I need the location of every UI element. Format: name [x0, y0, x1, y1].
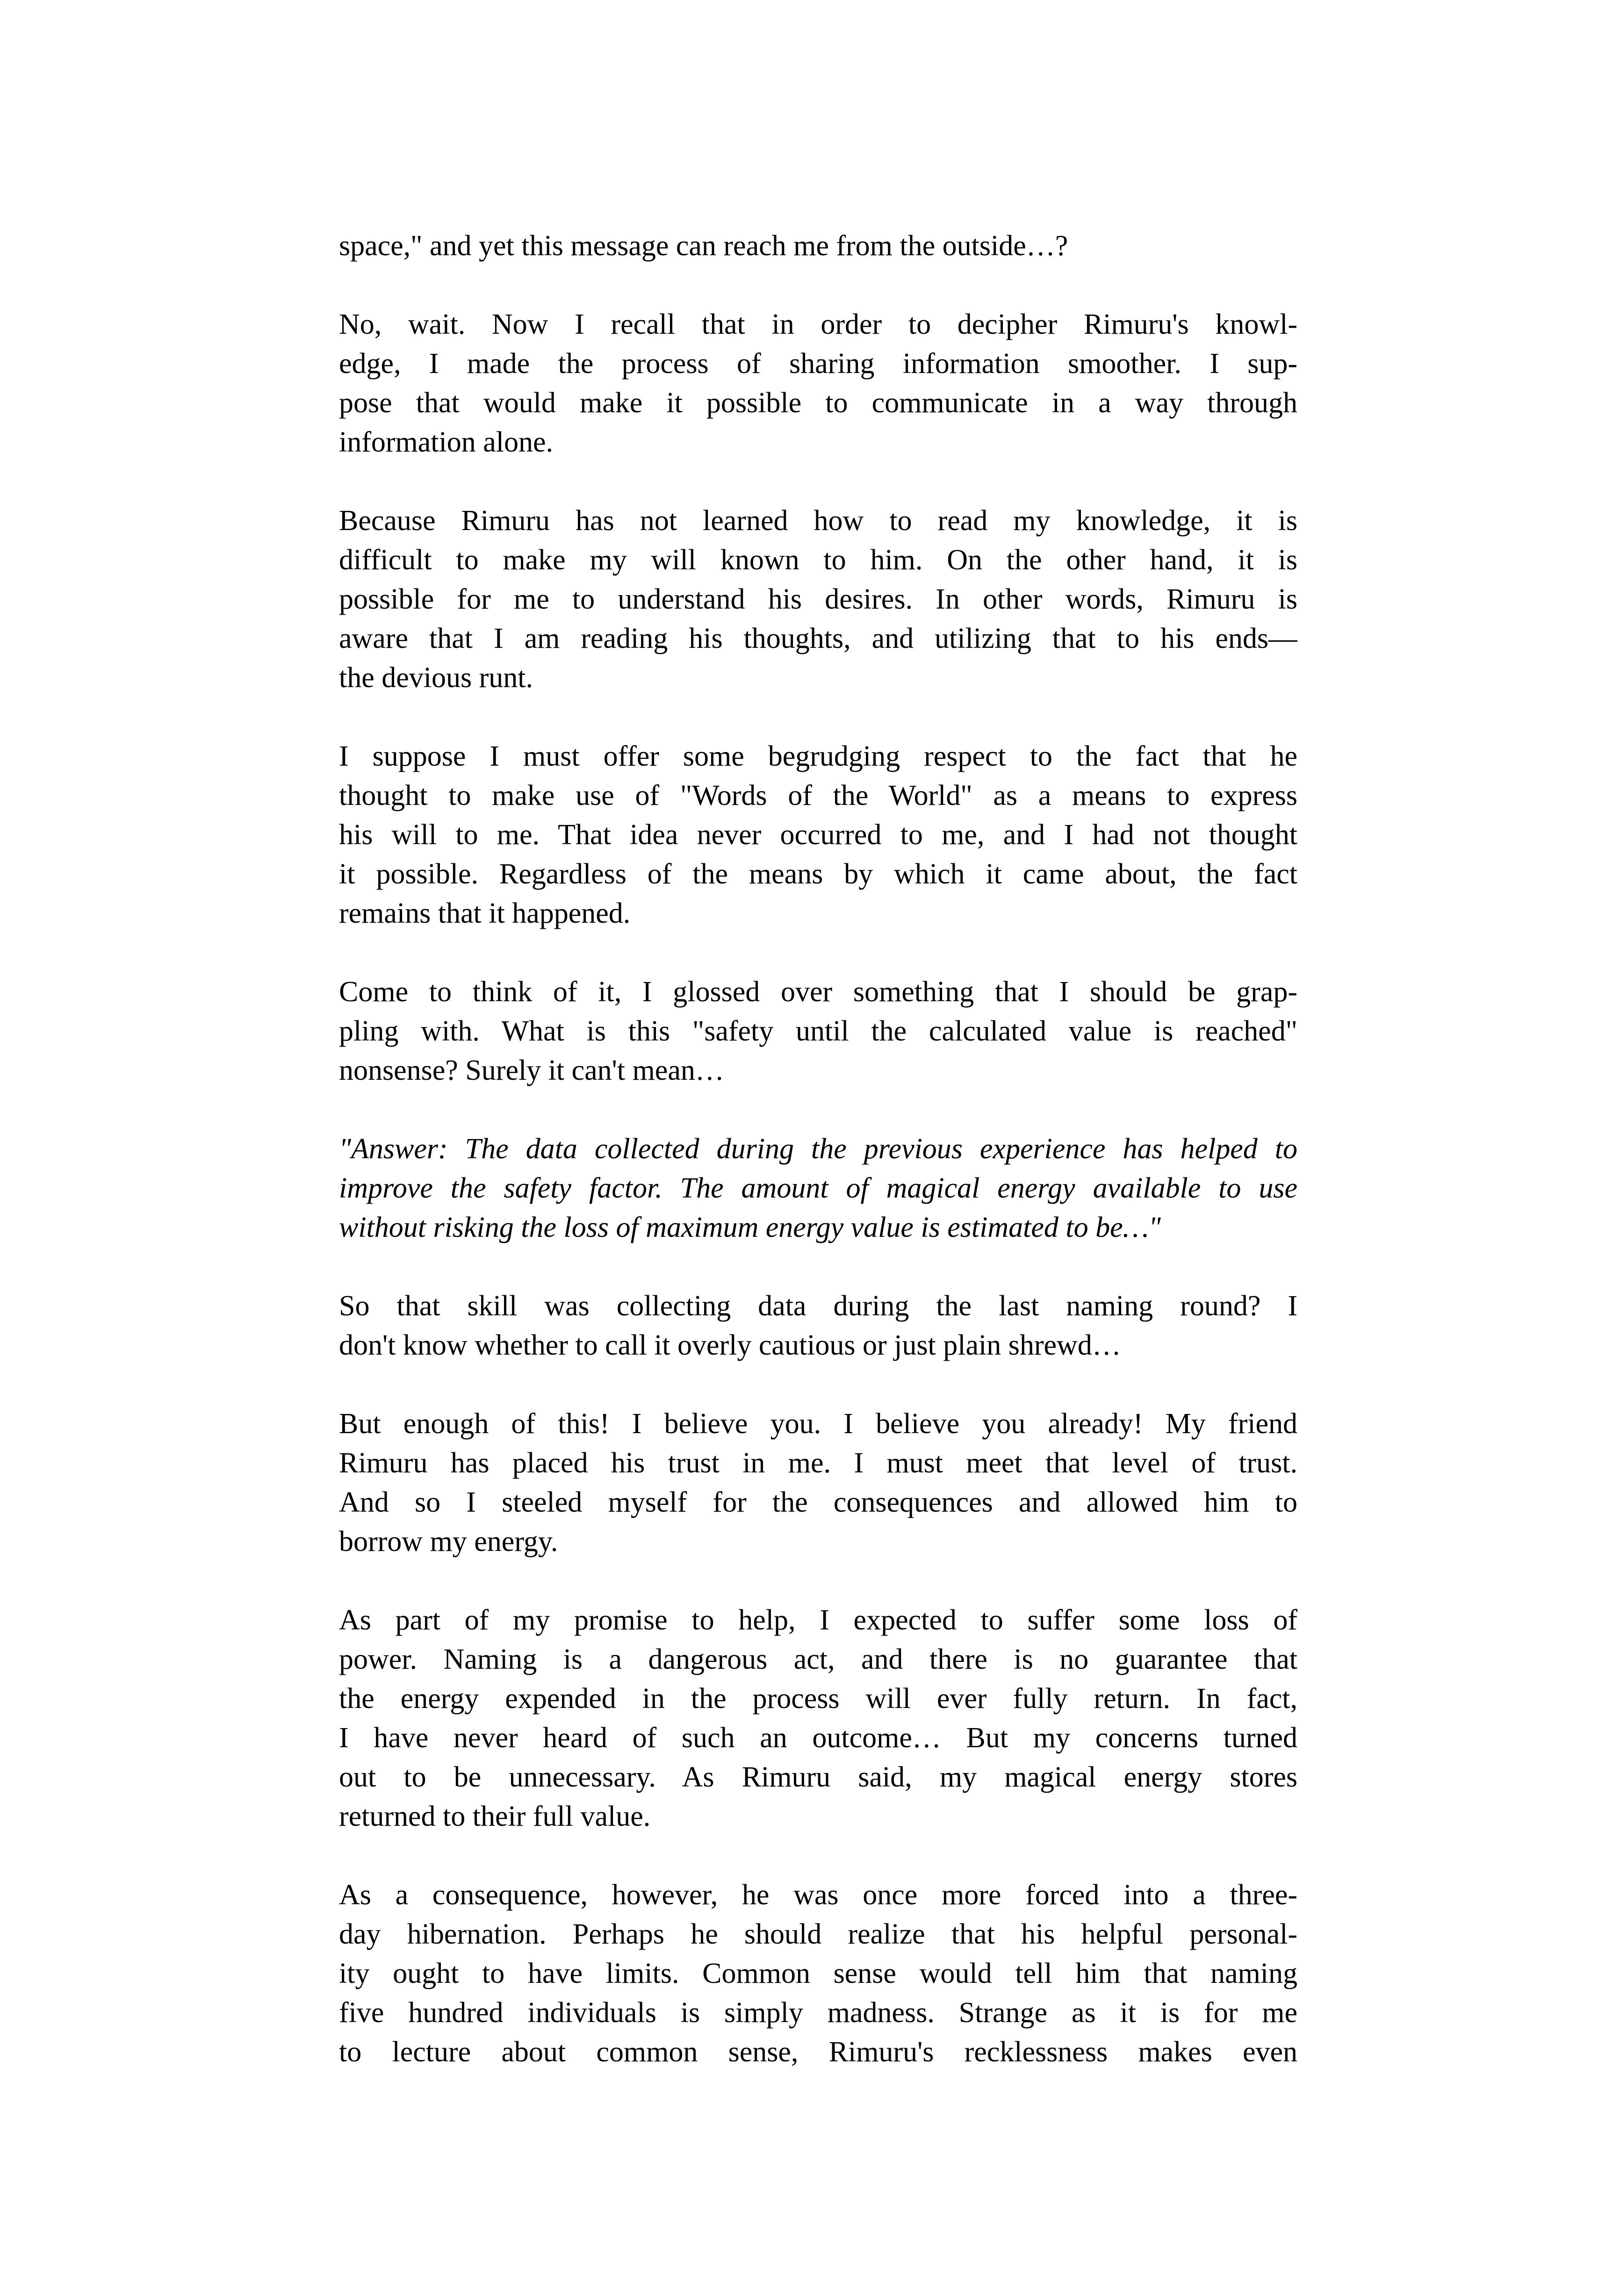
text-line: borrow my energy. [339, 1526, 558, 1557]
text-line: returned to their full value. [339, 1801, 651, 1832]
paragraph [339, 305, 1297, 462]
text-line: I suppose I must offer some begrudging respect to the fact that he [339, 740, 1297, 772]
text-line: possible for me to understand his desires. In other words, Rimuru is [339, 583, 1297, 615]
text-line: thought to make use of "Words of the World" as a means to express [339, 780, 1297, 811]
text-line: aware that I am reading his thoughts, and utilizing that to his ends— [339, 623, 1297, 654]
paragraph [339, 737, 1297, 933]
text-line: Come to think of it, I glossed over something that I should be grap- [339, 976, 1297, 1008]
text-line: pling with. What is this "safety until the calculated value is reached" [339, 1015, 1297, 1047]
text-line: the devious runt. [339, 662, 533, 694]
paragraph [339, 972, 1297, 1090]
text-column [339, 226, 1297, 2111]
text-line: As a consequence, however, he was once more forced into a three- [339, 1879, 1297, 1911]
paragraph [339, 1600, 1297, 1836]
text-line: But enough of this! I believe you. I believe you already! My friend [339, 1408, 1297, 1440]
paragraph-quote [339, 1129, 1297, 1247]
text-line: his will to me. That idea never occurred to me, and I had not thought [339, 819, 1297, 851]
text-line: information alone. [339, 426, 553, 458]
text-line: "Answer: The data collected during the previous experience has helped to [339, 1133, 1297, 1165]
text-line: pose that would make it possible to communicate in a way through [339, 387, 1297, 419]
text-line: remains that it happened. [339, 897, 631, 929]
text-line: improve the safety factor. The amount of magical energy available to use [339, 1172, 1297, 1204]
text-line: So that skill was collecting data during the last naming round? I [339, 1290, 1297, 1322]
text-line: don't know whether to call it overly cautious or just plain shrewd… [339, 1329, 1121, 1361]
paragraph [339, 1286, 1297, 1365]
text-line: space," and yet this message can reach me from the outside…? [339, 230, 1068, 262]
text-line: the energy expended in the process will ever fully return. In fact, [339, 1683, 1297, 1715]
text-line: without risking the loss of maximum energy value is estimated to be…" [339, 1212, 1161, 1243]
text-line: No, wait. Now I recall that in order to decipher Rimuru's knowl- [339, 309, 1297, 340]
paragraph [339, 226, 1297, 265]
paragraph [339, 1875, 1297, 2072]
text-line: out to be unnecessary. As Rimuru said, my magical energy stores [339, 1761, 1297, 1793]
text-line: it possible. Regardless of the means by which it came about, the fact [339, 858, 1297, 890]
text-line: Rimuru has placed his trust in me. I must meet that level of trust. [339, 1447, 1297, 1479]
text-line: to lecture about common sense, Rimuru's recklessness makes even [339, 2036, 1297, 2068]
text-line: nonsense? Surely it can't mean… [339, 1055, 724, 1086]
text-line: power. Naming is a dangerous act, and there is no guarantee that [339, 1643, 1297, 1675]
text-line: I have never heard of such an outcome… But my concerns turned [339, 1722, 1297, 1754]
text-line: ity ought to have limits. Common sense would tell him that naming [339, 1958, 1297, 1989]
text-line: As part of my promise to help, I expected to suffer some loss of [339, 1604, 1297, 1636]
paragraph [339, 1404, 1297, 1561]
text-line: day hibernation. Perhaps he should realize that his helpful personal- [339, 1918, 1297, 1950]
text-line: five hundred individuals is simply madness. Strange as it is for me [339, 1997, 1297, 2029]
text-line: Because Rimuru has not learned how to read my knowledge, it is [339, 505, 1297, 537]
text-line: edge, I made the process of sharing information smoother. I sup- [339, 348, 1297, 380]
paragraph [339, 501, 1297, 697]
text-line: And so I steeled myself for the consequences and allowed him to [339, 1486, 1297, 1518]
text-line: difficult to make my will known to him. On the other hand, it is [339, 544, 1297, 576]
